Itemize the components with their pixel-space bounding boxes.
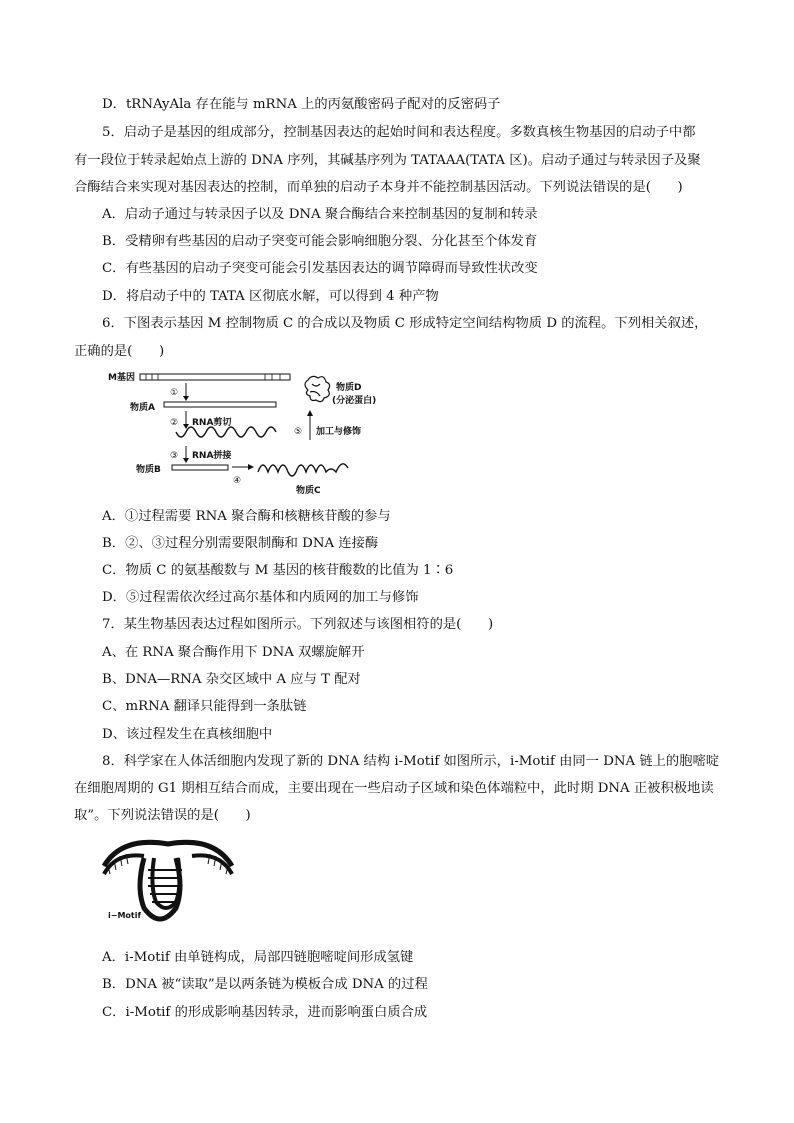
substance-c-chain — [258, 464, 348, 476]
q6-option-b: B．②、③过程分别需要限制酶和 DNA 连接酶 — [102, 536, 379, 551]
q5-option-d: D．将启动子中的 TATA 区彻底水解，可以得到 4 种产物 — [102, 289, 439, 304]
q6-option-c: C．物质 C 的氨基酸数与 M 基因的核苷酸数的比值为 1∶6 — [102, 563, 454, 578]
substance-d-note: (分泌蛋白) — [332, 396, 377, 406]
q6-option-a: A．①过程需要 RNA 聚合酶和核糖核苷酸的参与 — [102, 509, 391, 524]
m-gene-label: M基因 — [108, 373, 135, 383]
q8-option-b: B．DNA 被“读取”是以两条链为模板合成 DNA 的过程 — [102, 977, 428, 992]
i-motif-figure — [98, 836, 238, 932]
step2-number: ② — [170, 418, 179, 428]
q8-stem-line3: 取”。下列说法错误的是( ) — [74, 808, 251, 823]
q8-option-c: C．i-Motif 的形成影响基因转录，进而影响蛋白质合成 — [102, 1005, 428, 1020]
substance-c-label: 物质C — [296, 486, 321, 496]
gene-expression-flow-figure — [100, 368, 380, 500]
i-motif-strand-arch — [104, 842, 232, 866]
q5-option-a: A．启动子通过与转录因子以及 DNA 聚合酶结合来控制基因的复制和转录 — [102, 207, 538, 222]
m-gene-bar — [140, 374, 290, 380]
substance-b-label: 物质B — [136, 465, 161, 475]
substance-d-protein — [305, 376, 330, 401]
cut-rna-wave — [176, 427, 276, 437]
q6-option-d: D．⑤过程需依次经过高尔基体和内质网的加工与修饰 — [102, 590, 419, 605]
step3-label: RNA拼接 — [192, 451, 232, 461]
q8-stem-line1: 8．科学家在人体活细胞内发现了新的 DNA 结构 i-Motif 如图所示，i-Motif 由同一 DNA 链上的胞嘧啶 — [102, 754, 720, 769]
q8-option-a: A．i-Motif 由单链构成，局部四链胞嘧啶间形成氢键 — [102, 950, 414, 965]
q5-stem-line1: 5．启动子是基因的组成部分，控制基因表达的起始时间和表达程度。多数真核生物基因的启动子中都 — [102, 125, 696, 140]
q5-stem-line2: 有一段位于转录起始点上游的 DNA 序列，其碱基序列为 TATAAA(TATA 区)。启动子通过与转录因子及聚 — [74, 153, 701, 168]
q7-stem: 7．某生物基因表达过程如图所示。下列叙述与该图相符的是( ) — [102, 617, 494, 632]
step3-number: ③ — [170, 451, 179, 461]
q7-option-a: A、在 RNA 聚合酶作用下 DNA 双螺旋解开 — [102, 645, 365, 660]
step2-label: RNA剪切 — [192, 418, 232, 428]
step5-number: ⑤ — [294, 427, 303, 437]
q5-option-c: C．有些基因的启动子突变可能会引发基因表达的调节障碍而导致性状改变 — [102, 261, 538, 276]
q6-stem-line2: 正确的是( ) — [74, 344, 165, 359]
q4-option-d: D．tRNAyAla 存在能与 mRNA 上的丙氨酸密码子配对的反密码子 — [102, 97, 501, 112]
i-motif-label: i−Motif — [108, 911, 141, 920]
step5-label: 加工与修饰 — [316, 427, 362, 437]
substance-b-bar — [172, 465, 228, 470]
substance-a-label: 物质A — [130, 403, 155, 413]
q7-option-c: C、mRNA 翻译只能得到一条肽链 — [102, 699, 307, 714]
q7-option-d: D、该过程发生在真核细胞中 — [102, 727, 273, 742]
step1-number: ① — [170, 388, 179, 398]
step4-number: ④ — [233, 476, 242, 486]
q5-option-b: B．受精卵有些基因的启动子突变可能会影响细胞分裂、分化甚至个体发育 — [102, 234, 538, 249]
substance-a-bar — [164, 402, 276, 407]
substance-d-label: 物质D — [336, 383, 362, 393]
q7-option-b: B、DNA—RNA 杂交区域中 A 应与 T 配对 — [102, 672, 361, 687]
q8-stem-line2: 在细胞周期的 G1 期相互结合而成，主要出现在一些启动子区域和染色体端粒中，此时期 DNA 正被积极地读 — [74, 781, 714, 796]
q5-stem-line3: 合酶结合来实现对基因表达的控制，而单独的启动子本身并不能控制基因活动。下列说法错误的是( ) — [74, 180, 683, 195]
q6-stem-line1: 6．下图表示基因 M 控制物质 C 的合成以及物质 C 形成特定空间结构物质 D 的流程。下列相关叙述， — [102, 316, 708, 331]
i-motif-loop-outer — [140, 858, 180, 919]
